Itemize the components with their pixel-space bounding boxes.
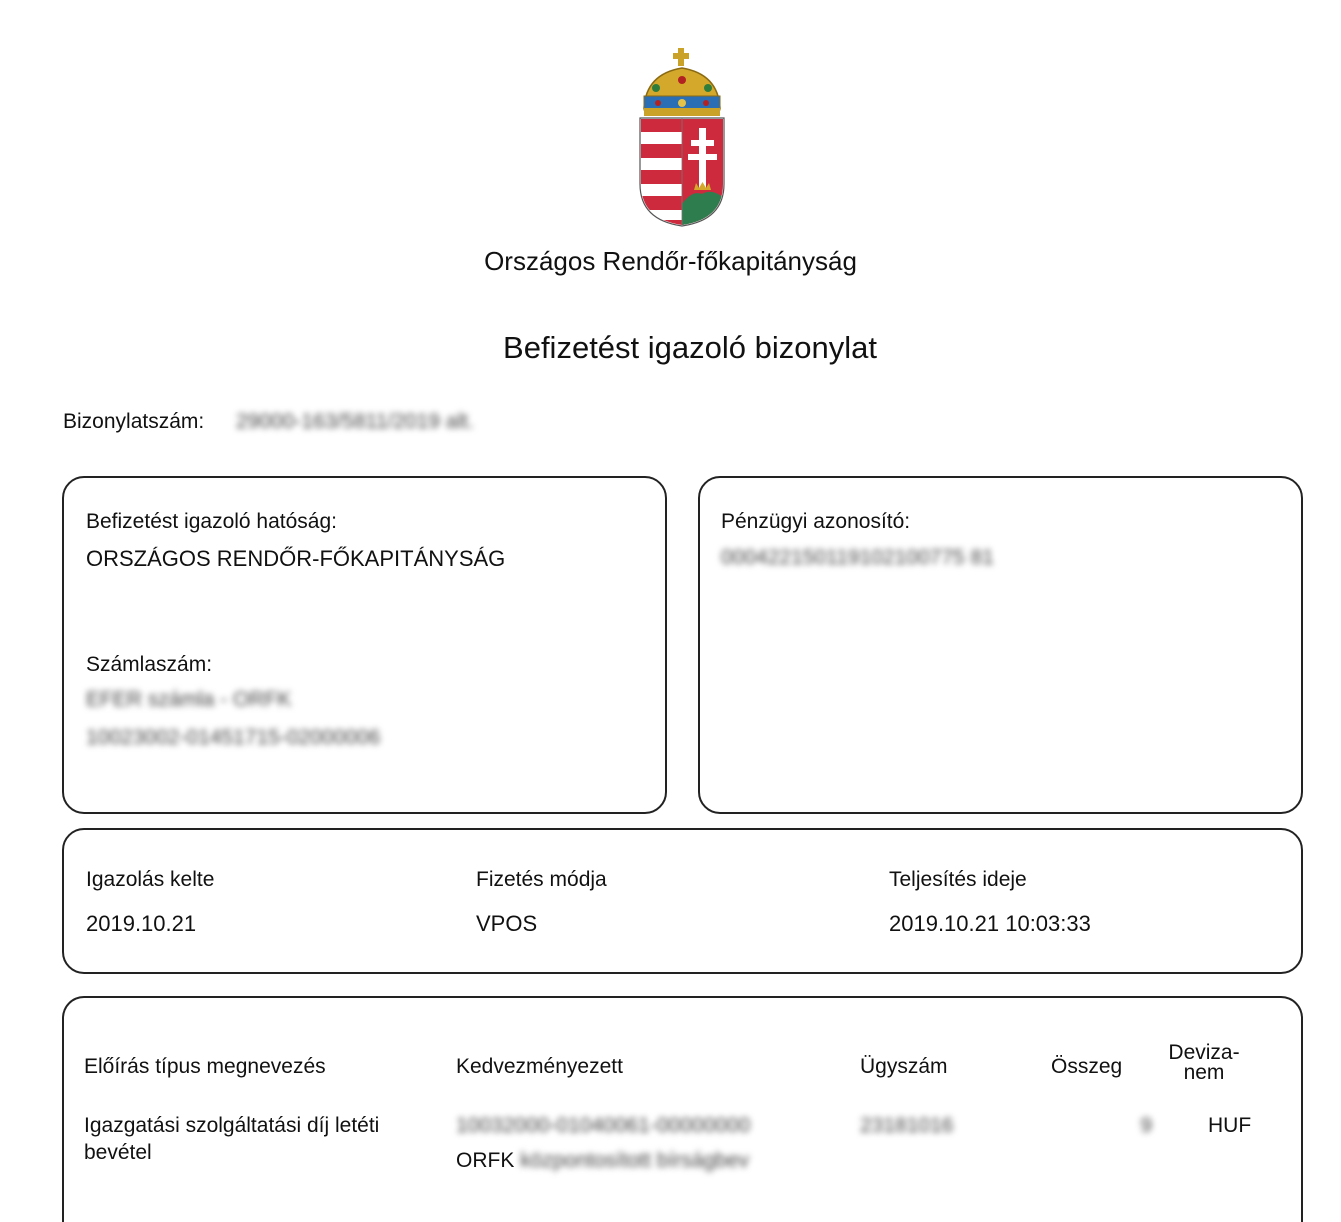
- header-currency-line2: nem: [1183, 1061, 1225, 1084]
- financial-id-label: Pénzügyi azonosító:: [721, 510, 911, 533]
- row-case-number: 23181016: [860, 1114, 954, 1137]
- payment-method-value: VPOS: [476, 911, 538, 936]
- row-beneficiary-name: központosított bírságbev: [520, 1149, 749, 1172]
- header-currency: [1160, 1043, 1248, 1083]
- account-number: 10023002-01451715-02000006: [86, 726, 381, 749]
- financial-id-value: 000422150119102100775 81: [721, 546, 994, 569]
- coat-of-arms-icon: [636, 44, 728, 229]
- document-title: Befizetést igazoló bizonylat: [503, 330, 877, 365]
- header-amount: Összeg: [1051, 1055, 1123, 1078]
- authority-label: Befizetést igazoló hatóság:: [86, 510, 337, 533]
- account-name: EFER számla - ORFK: [86, 688, 292, 711]
- document-number-value: 29000-163/5811/2019 alt.: [236, 410, 474, 433]
- issue-date-label: Igazolás kelte: [86, 868, 215, 891]
- row-beneficiary: [456, 1112, 750, 1174]
- row-beneficiary-prefix: ORFK: [456, 1149, 515, 1172]
- account-label: Számlaszám:: [86, 653, 213, 676]
- row-amount: 9: [1140, 1114, 1152, 1137]
- items-table-box: [62, 996, 1303, 1222]
- row-type: [84, 1112, 379, 1166]
- organization-name: Országos Rendőr-főkapitányság: [484, 246, 857, 276]
- row-currency: HUF: [1208, 1114, 1252, 1137]
- row-type-line2: bevétel: [84, 1141, 152, 1164]
- header-case-number: Ügyszám: [860, 1055, 948, 1078]
- completion-time-label: Teljesítés ideje: [889, 868, 1027, 891]
- completion-time-value: 2019.10.21 10:03:33: [889, 911, 1091, 936]
- details-box: [62, 828, 1303, 974]
- header-type: Előírás típus megnevezés: [84, 1055, 326, 1078]
- header-currency-line1: Deviza-: [1168, 1041, 1240, 1064]
- header-beneficiary: Kedvezményezett: [456, 1055, 623, 1078]
- row-beneficiary-account: 10032000-01040061-00000000: [456, 1114, 751, 1137]
- document-number-label: Bizonylatszám:: [63, 410, 205, 433]
- issue-date-value: 2019.10.21: [86, 911, 197, 936]
- row-type-line1: Igazgatási szolgáltatási díj letéti: [84, 1114, 380, 1137]
- authority-value: ORSZÁGOS RENDŐR-FŐKAPITÁNYSÁG: [86, 546, 506, 571]
- payment-method-label: Fizetés módja: [476, 868, 607, 891]
